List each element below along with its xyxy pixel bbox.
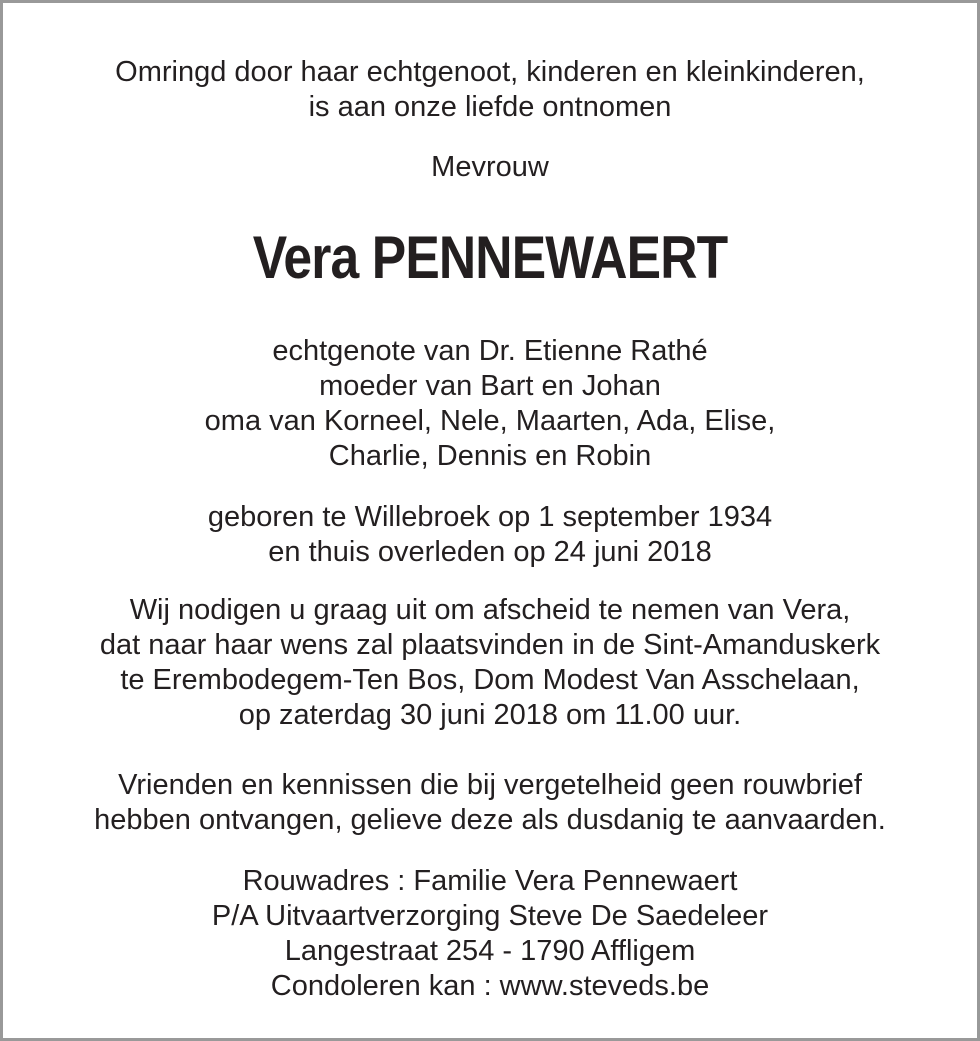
intro-line: is aan onze liefde ontnomen xyxy=(308,91,672,123)
deceased-name: Vera PENNEWAERT xyxy=(252,224,728,291)
life-dates-line: geboren te Willebroek op 1 september 1934 xyxy=(207,501,773,533)
invitation-line: dat naar haar wens zal plaatsvinden in de Sint-Amanduskerk xyxy=(99,629,881,661)
life-dates-line: en thuis overleden op 24 juni 2018 xyxy=(268,536,712,568)
address-line: Rouwadres : Familie Vera Pennewaert xyxy=(242,865,738,897)
address-line: P/A Uitvaartverzorging Steve De Saedeleer xyxy=(211,900,769,932)
notice-line: hebben ontvangen, gelieve deze als dusdanig te aanvaarden. xyxy=(94,804,886,836)
intro-block xyxy=(0,55,980,125)
invitation-line: te Erembodegem-Ten Bos, Dom Modest Van Asschelaan, xyxy=(120,664,860,696)
salutation-block xyxy=(0,150,980,185)
life-dates-block xyxy=(0,500,980,570)
family-line: moeder van Bart en Johan xyxy=(319,370,661,402)
family-block xyxy=(0,334,980,474)
salutation: Mevrouw xyxy=(431,151,549,183)
condolence-line: Condoleren kan : www.steveds.be xyxy=(270,970,710,1002)
address-block xyxy=(0,864,980,1004)
notice-block xyxy=(0,768,980,838)
invitation-line: Wij nodigen u graag uit om afscheid te nemen van Vera, xyxy=(129,594,851,626)
intro-line: Omringd door haar echtgenoot, kinderen en kleinkinderen, xyxy=(115,56,865,88)
family-line: oma van Korneel, Nele, Maarten, Ada, Elise, xyxy=(204,405,776,437)
notice-line: Vrienden en kennissen die bij vergetelheid geen rouwbrief xyxy=(118,769,862,801)
invitation-block xyxy=(0,593,980,733)
family-line: Charlie, Dennis en Robin xyxy=(328,440,652,472)
address-line: Langestraat 254 - 1790 Affligem xyxy=(284,935,696,967)
name-block xyxy=(0,226,980,290)
family-line: echtgenote van Dr. Etienne Rathé xyxy=(272,335,708,367)
invitation-line: op zaterdag 30 juni 2018 om 11.00 uur. xyxy=(238,699,742,731)
